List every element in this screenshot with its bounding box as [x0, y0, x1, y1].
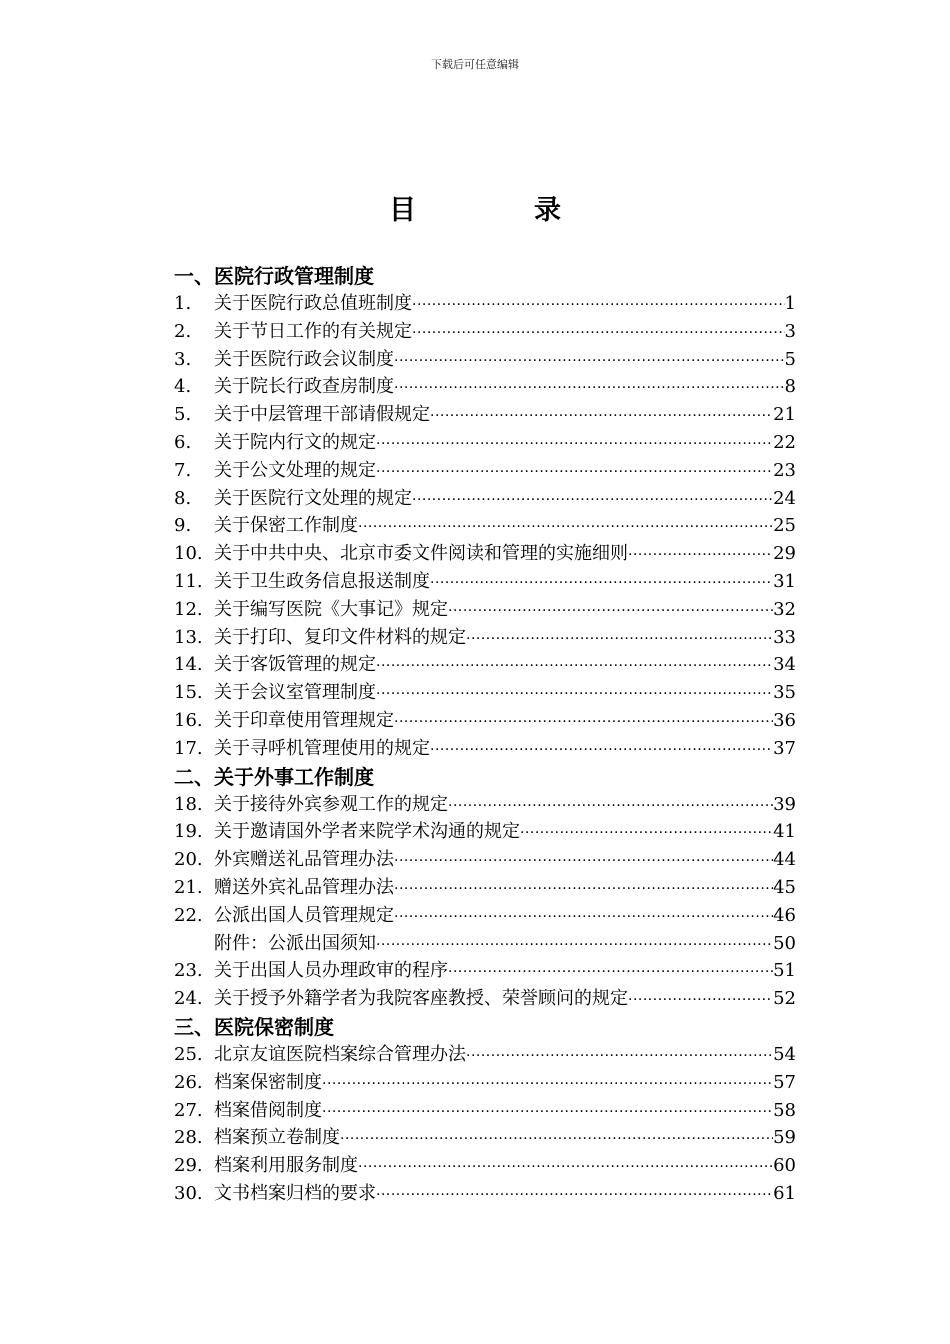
entry-number: 16.: [174, 709, 203, 731]
toc-entry[interactable]: [174, 1124, 796, 1152]
entry-page-number: 54: [773, 1043, 796, 1065]
dot-leader: [340, 1126, 773, 1154]
entry-page-number: 5: [784, 348, 796, 370]
entry-number: 22.: [174, 904, 203, 926]
entry-title: 关于客饭管理的规定: [214, 654, 376, 676]
entry-title: 北京友谊医院档案综合管理办法: [214, 1043, 466, 1065]
entry-title: 档案利用服务制度: [214, 1155, 358, 1177]
toc-entry[interactable]: [174, 791, 796, 819]
entry-title: 附件：公派出国须知: [214, 932, 376, 954]
dot-leader: [376, 431, 773, 459]
dot-leader: [394, 348, 785, 376]
entry-title: 档案保密制度: [214, 1071, 322, 1093]
toc-entry[interactable]: [174, 1097, 796, 1125]
toc-entry[interactable]: [174, 346, 796, 374]
entry-page-number: 61: [773, 1182, 796, 1204]
entry-page-number: 3: [784, 320, 796, 342]
toc-entry[interactable]: [174, 512, 796, 540]
dot-leader: [376, 1182, 773, 1210]
entry-title: 关于接待外宾参观工作的规定: [214, 793, 448, 815]
toc-entry[interactable]: [174, 874, 796, 902]
entry-number: 20.: [174, 849, 203, 871]
dot-leader: [628, 542, 773, 570]
entry-number: 7.: [174, 459, 192, 481]
dot-leader: [358, 514, 773, 542]
toc-entry[interactable]: [174, 1069, 796, 1097]
entry-number: 17.: [174, 737, 203, 759]
entry-title: 关于院长行政查房制度: [214, 376, 394, 398]
entry-number: 2.: [174, 320, 192, 342]
entry-title: 关于会议室管理制度: [214, 682, 376, 704]
entry-number: 11.: [174, 570, 203, 592]
entry-page-number: 33: [773, 626, 796, 648]
toc-entry[interactable]: [174, 818, 796, 846]
dot-leader: [466, 1043, 773, 1071]
dot-leader: [412, 320, 785, 348]
entry-number: 21.: [174, 876, 203, 898]
table-of-contents: [174, 262, 796, 1208]
dot-leader: [358, 1154, 773, 1182]
entry-number: 28.: [174, 1127, 203, 1149]
dot-leader: [376, 681, 773, 709]
entry-number: 5.: [174, 404, 192, 426]
dot-leader: [412, 292, 785, 320]
entry-number: 3.: [174, 348, 192, 370]
entry-page-number: 8: [784, 376, 796, 398]
entry-title: 档案预立卷制度: [214, 1127, 340, 1149]
entry-number: 25.: [174, 1043, 203, 1065]
toc-entry[interactable]: [174, 957, 796, 985]
entry-page-number: 24: [773, 487, 796, 509]
entry-title: 外宾赠送礼品管理办法: [214, 849, 394, 871]
entry-page-number: 1: [784, 293, 796, 314]
entry-number: 10.: [174, 543, 203, 565]
entry-page-number: 39: [773, 793, 796, 815]
entry-number: 23.: [174, 960, 203, 982]
toc-entry[interactable]: [174, 846, 796, 874]
entry-page-number: 32: [773, 598, 796, 620]
dot-leader: [376, 653, 773, 681]
toc-entry[interactable]: [174, 624, 796, 652]
entry-number: 29.: [174, 1155, 203, 1177]
entry-page-number: 23: [773, 459, 796, 481]
toc-entry[interactable]: [174, 318, 796, 346]
entry-page-number: 25: [773, 515, 796, 537]
entry-title: 关于保密工作制度: [214, 515, 358, 537]
entry-page-number: 57: [773, 1071, 796, 1093]
dot-leader: [466, 626, 773, 654]
toc-entry[interactable]: [174, 985, 796, 1013]
entry-page-number: 35: [773, 682, 796, 704]
entry-title: 关于医院行政总值班制度: [214, 293, 412, 314]
entry-number: 4.: [174, 376, 192, 398]
toc-entry[interactable]: [174, 930, 796, 958]
dot-leader: [520, 820, 773, 848]
toc-entry[interactable]: [174, 290, 796, 318]
dot-leader: [394, 709, 773, 737]
toc-entry[interactable]: [174, 1041, 796, 1069]
toc-entry[interactable]: [174, 457, 796, 485]
entry-title: 关于授予外籍学者为我院客座教授、荣誉顾问的规定: [214, 988, 628, 1010]
toc-entry[interactable]: [174, 679, 796, 707]
entry-title: 关于卫生政务信息报送制度: [214, 570, 430, 592]
toc-entry[interactable]: [174, 651, 796, 679]
entry-number: 6.: [174, 431, 192, 453]
title-right-char: 录: [534, 195, 561, 226]
entry-title: 关于中层管理干部请假规定: [214, 404, 430, 426]
entry-number: 9.: [174, 515, 192, 537]
dot-leader: [394, 904, 773, 932]
entry-number: 15.: [174, 682, 203, 704]
entry-title: 关于医院行政会议制度: [214, 348, 394, 370]
section-heading: 二、关于外事工作制度: [174, 764, 374, 789]
entry-number: 14.: [174, 654, 203, 676]
header-note: 下载后可任意编辑: [431, 58, 519, 71]
entry-title: 关于出国人员办理政审的程序: [214, 960, 448, 982]
toc-entry[interactable]: [174, 1180, 796, 1208]
toc-entry[interactable]: [174, 707, 796, 735]
entry-title: 关于公文处理的规定: [214, 459, 376, 481]
entry-page-number: 31: [773, 570, 796, 592]
dot-leader: [448, 598, 773, 626]
entry-title: 关于寻呼机管理使用的规定: [214, 737, 430, 759]
entry-title: 关于院内行文的规定: [214, 431, 376, 453]
entry-title: 关于印章使用管理规定: [214, 709, 394, 731]
toc-entry[interactable]: [174, 568, 796, 596]
dot-leader: [628, 987, 773, 1015]
entry-title: 关于邀请国外学者来院学术沟通的规定: [214, 821, 520, 843]
entry-page-number: 22: [773, 431, 796, 453]
toc-entry[interactable]: [174, 1152, 796, 1180]
entry-page-number: 36: [773, 709, 796, 731]
dot-leader: [430, 737, 773, 765]
toc-entry[interactable]: [174, 540, 796, 568]
dot-leader: [376, 932, 773, 960]
toc-entry[interactable]: [174, 401, 796, 429]
entry-page-number: 44: [773, 849, 796, 871]
entry-page-number: 58: [773, 1099, 796, 1121]
entry-number: 8.: [174, 487, 192, 509]
entry-page-number: 60: [773, 1155, 796, 1177]
dot-leader: [412, 487, 773, 515]
entry-page-number: 59: [773, 1127, 796, 1149]
toc-entry[interactable]: [174, 373, 796, 401]
entry-title: 关于编写医院《大事记》规定: [214, 598, 448, 620]
title-left-char: 目: [389, 195, 416, 226]
entry-title: 关于中共中央、北京市委文件阅读和管理的实施细则: [214, 543, 628, 565]
entry-page-number: 29: [773, 543, 796, 565]
entry-number: 24.: [174, 988, 203, 1010]
entry-number: 27.: [174, 1099, 203, 1121]
dot-leader: [394, 375, 785, 403]
toc-entry[interactable]: [174, 902, 796, 930]
dot-leader: [430, 570, 773, 598]
dot-leader: [430, 403, 773, 431]
entry-page-number: 34: [773, 654, 796, 676]
entry-number: 26.: [174, 1071, 203, 1093]
entry-number: 18.: [174, 793, 203, 815]
dot-leader: [448, 793, 773, 821]
toc-entry[interactable]: [174, 429, 796, 457]
entry-title: 档案借阅制度: [214, 1099, 322, 1121]
entry-page-number: 50: [773, 932, 796, 954]
entry-page-number: 52: [773, 988, 796, 1010]
entry-title: 关于打印、复印文件材料的规定: [214, 626, 466, 648]
entry-title: 公派出国人员管理规定: [214, 904, 394, 926]
entry-page-number: 37: [773, 737, 796, 759]
entry-page-number: 46: [773, 904, 796, 926]
dot-leader: [394, 876, 773, 904]
entry-number: 1.: [174, 293, 192, 314]
entry-page-number: 41: [773, 821, 796, 843]
toc-entry[interactable]: [174, 735, 796, 763]
toc-entry[interactable]: [174, 485, 796, 513]
entry-title: 关于节日工作的有关规定: [214, 320, 412, 342]
entry-page-number: 51: [773, 960, 796, 982]
dot-leader: [394, 848, 773, 876]
entry-number: 30.: [174, 1182, 203, 1204]
entry-number: 12.: [174, 598, 203, 620]
dot-leader: [376, 459, 773, 487]
entry-title: 关于医院行文处理的规定: [214, 487, 412, 509]
entry-page-number: 21: [773, 404, 796, 426]
section-heading: 三、医院保密制度: [174, 1014, 334, 1039]
entry-number: 13.: [174, 626, 203, 648]
entry-title: 文书档案归档的要求: [214, 1182, 376, 1204]
dot-leader: [322, 1071, 773, 1099]
entry-title: 赠送外宾礼品管理办法: [214, 876, 394, 898]
section-heading: 一、医院行政管理制度: [174, 264, 374, 288]
entry-page-number: 45: [773, 876, 796, 898]
dot-leader: [322, 1099, 773, 1127]
toc-entry[interactable]: [174, 596, 796, 624]
entry-number: 19.: [174, 821, 203, 843]
page-title: [0, 188, 950, 227]
dot-leader: [448, 959, 773, 987]
